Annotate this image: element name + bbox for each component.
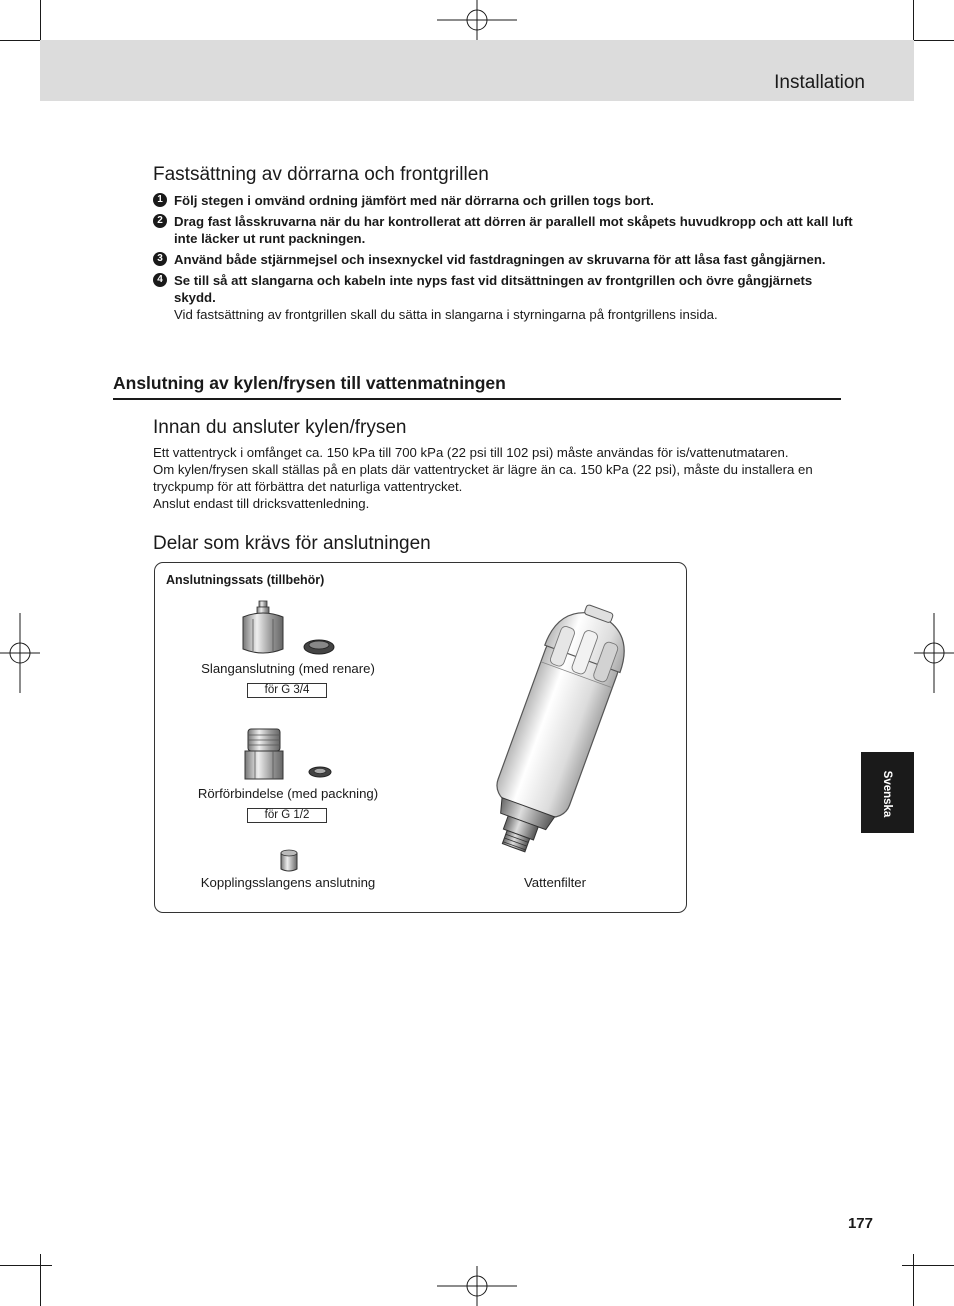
- registration-mark-icon: [0, 613, 40, 693]
- parts-box-title: Anslutningssats (tillbehör): [166, 573, 325, 587]
- language-tab: [861, 752, 914, 833]
- paragraph-line: Om kylen/frysen skall ställas på en plats där vattentrycket är lägre än ca. 150 kPa (22 psi), måste du installera en tryckpump för att förbättra det naturliga vattentrycket.: [153, 462, 813, 494]
- header-band: [40, 40, 914, 101]
- registration-mark-icon: [437, 0, 517, 40]
- step-note: Vid fastsättning av frontgrillen skall du sätta in slangarna i styrningarna på frontgrillens insida.: [174, 307, 718, 322]
- step-text: Drag fast låsskruvarna när du har kontrollerat att dörren är parallell mot skåpets huvudkropp och att kall luft inte läcker ut runt packningen.: [174, 214, 853, 246]
- step-item: [153, 213, 853, 247]
- page-number: 177: [847, 1215, 873, 1232]
- part-label: Vattenfilter: [523, 875, 587, 890]
- step-text: Använd både stjärnmejsel och insexnyckel vid fastdragningen av skruvarna för att låsa fast gångjärnen.: [174, 252, 826, 267]
- language-tab-label: Svenska: [881, 770, 893, 818]
- step-number-badge: 4: [153, 273, 167, 287]
- header-title: Installation: [774, 72, 865, 93]
- water-filter-icon: [455, 599, 655, 869]
- part-label: Slanganslutning (med renare): [201, 661, 375, 676]
- crop-mark: [913, 1254, 914, 1306]
- step-text: Se till så att slangarna och kabeln inte nyps fast vid ditsättningen av frontgrillen och övre gångjärnets skydd.: [174, 273, 813, 305]
- step-item: [153, 251, 853, 268]
- part-spec: för G 3/4: [247, 683, 327, 698]
- step-item: [153, 272, 853, 323]
- pressure-paragraph: [153, 444, 853, 512]
- step-number-badge: 2: [153, 214, 167, 228]
- step-text: Följ stegen i omvänd ordning jämfört med när dörrarna och grillen togs bort.: [174, 193, 654, 208]
- parts-box: [154, 562, 687, 913]
- paragraph-line: Ett vattentryck i omfånget ca. 150 kPa till 700 kPa (22 psi till 102 psi) måste användas för is/vattenutmataren.: [153, 445, 789, 460]
- step-number-badge: 3: [153, 252, 167, 266]
- hose-connector-icon: [239, 599, 339, 661]
- steps-list: [153, 192, 853, 327]
- part-label: Rörförbindelse (med packning): [197, 786, 379, 801]
- section-heading-water: Anslutning av kylen/frysen till vattenmatningen: [113, 373, 841, 400]
- registration-mark-icon: [914, 613, 954, 693]
- subheading-before-connecting: Innan du ansluter kylen/frysen: [153, 417, 407, 438]
- subheading-parts: Delar som krävs för anslutningen: [153, 533, 431, 554]
- paragraph-line: Anslut endast till dricksvattenledning.: [153, 496, 370, 511]
- part-spec: för G 1/2: [247, 808, 327, 823]
- registration-mark-icon: [437, 1266, 517, 1306]
- part-label: Kopplingsslangens anslutning: [200, 875, 376, 890]
- section-heading-doors: Fastsättning av dörrarna och frontgrillen: [153, 164, 489, 185]
- pipe-joint-icon: [239, 727, 339, 783]
- crop-mark: [0, 1265, 52, 1266]
- step-number-badge: 1: [153, 193, 167, 207]
- crop-mark: [40, 1254, 41, 1306]
- step-item: [153, 192, 853, 209]
- crop-mark: [902, 1265, 954, 1266]
- coupling-hose-connector-icon: [279, 849, 299, 873]
